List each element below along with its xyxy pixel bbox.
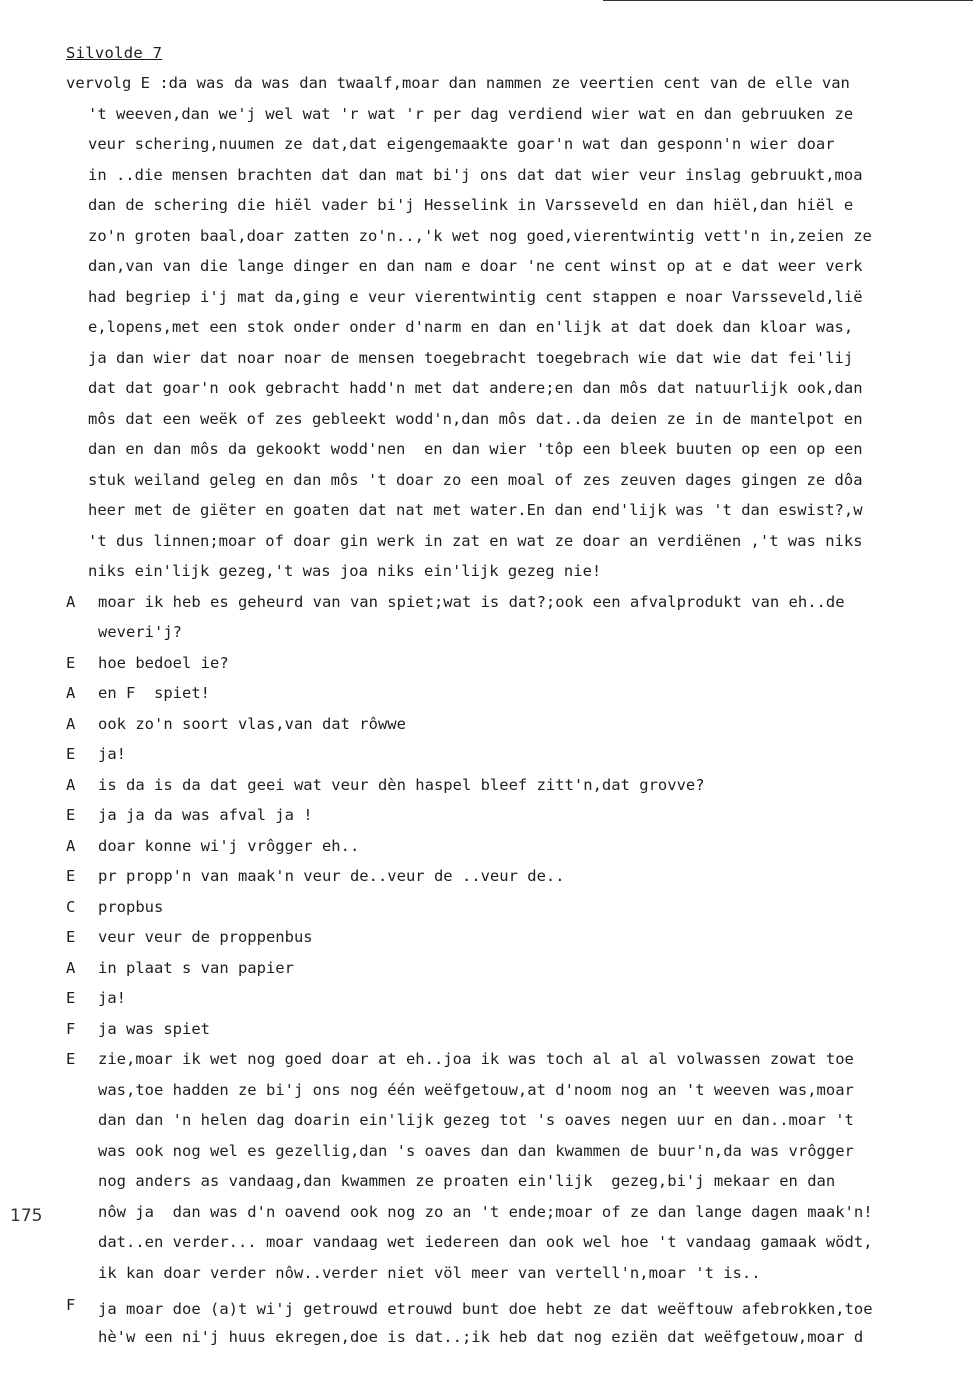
transcript-line: hoe bedoel ie? <box>98 654 229 672</box>
speaker-label: A <box>66 684 76 702</box>
transcript-line: vervolg E :da was da was dan twaalf,moar dan nammen ze veertien cent van de elle van <box>66 74 850 92</box>
transcript-line: dat..en verder... moar vandaag wet iedereen dan ook wel hoe 't vandaag gamaak wödt, <box>98 1233 873 1251</box>
transcript-line: 't dus linnen;moar of doar gin werk in zat en wat ze doar an verdiënen ,'t was niks <box>88 532 863 550</box>
transcript-line: doar konne wi'j vrôgger eh.. <box>98 837 360 855</box>
transcript-line: is da is da dat geei wat veur dèn haspel bleef zitt'n,dat grovve? <box>98 776 705 794</box>
transcript-line: ja was spiet <box>98 1020 210 1038</box>
transcript-line: moar ik heb es geheurd van van spiet;wat is dat?;ook een afvalprodukt van eh..de <box>98 593 845 611</box>
speaker-label: A <box>66 776 76 794</box>
transcript-line: heer met de giëter en goaten dat nat met water.En dan end'lijk was 't dan eswist?,w <box>88 501 863 519</box>
transcript-line: hè'w een ni'j huus ekregen,doe is dat..;ik heb dat nog eziën dat weëfgetouw,moar d <box>98 1328 864 1346</box>
transcript-line: ik kan doar verder nôw..verder niet völ meer van vertell'n,moar 't is.. <box>98 1264 761 1282</box>
top-rule <box>603 0 973 1</box>
speaker-label: E <box>66 989 76 1007</box>
speaker-label: A <box>66 593 76 611</box>
speaker-label: E <box>66 1050 76 1068</box>
transcript-line: en F spiet! <box>98 684 210 702</box>
speaker-label: C <box>66 898 76 916</box>
speaker-label: E <box>66 745 76 763</box>
transcript-line: ja! <box>98 989 126 1007</box>
transcript-line: ook zo'n soort vlas,van dat rôwwe <box>98 715 406 733</box>
speaker-label: E <box>66 867 76 885</box>
transcript-line: dan de schering die hiël vader bi'j Hesselink in Varsseveld en dan hiël,dan hiël e <box>88 196 854 214</box>
transcript-line: was ook nog wel es gezellig,dan 's oaves dan dan kwammen de buur'n,da was vrôgger <box>98 1142 854 1160</box>
speaker-label: F <box>66 1020 76 1038</box>
transcript-line: nog anders as vandaag,dan kwammen ze proaten ein'lijk gezeg,bi'j mekaar en dan <box>98 1172 836 1190</box>
speaker-label: E <box>66 928 76 946</box>
transcript-line: ja dan wier dat noar noar de mensen toegebracht toegebrach wie dat wie dat fei'lij <box>88 349 854 367</box>
speaker-label: E <box>66 806 76 824</box>
transcript-line: ja! <box>98 745 126 763</box>
transcript-line: dan en dan môs da gekookt wodd'nen en dan wier 'tôp een bleek buuten op een op een <box>88 440 863 458</box>
transcript-line: dan dan 'n helen dag doarin ein'lijk gezeg tot 's oaves negen uur en dan..moar 't <box>98 1111 854 1129</box>
transcript-line: veur schering,nuumen ze dat,dat eigengemaakte goar'n wat dan gesponn'n wier doar <box>88 135 835 153</box>
transcript-line: veur veur de proppenbus <box>98 928 313 946</box>
transcript-line: in plaat s van papier <box>98 959 294 977</box>
transcript-line: e,lopens,met een stok onder onder d'narm en dan en'lijk at dat doek dan kloar was, <box>88 318 854 336</box>
speaker-label: A <box>66 837 76 855</box>
transcript-line: zie,moar ik wet nog goed doar at eh..joa ik was toch al al al volwassen zowat toe <box>98 1050 854 1068</box>
transcript-line: had begriep i'j mat da,ging e veur vierentwintig cent stappen e noar Varsseveld,lië <box>88 288 863 306</box>
transcript-line: 't weeven,dan we'j wel wat 'r wat 'r per dag verdiend wier wat en dan gebruuken ze <box>88 105 854 123</box>
transcript-line: ja moar doe (a)t wi'j getrouwd etrouwd bunt doe hebt ze dat weëftouw afebrokken,toe <box>98 1300 873 1318</box>
transcript-line: môs dat een weëk of zes gebleekt wodd'n,dan môs dat..da deien ze in de mantelpot en <box>88 410 863 428</box>
transcript-line: stuk weiland geleg en dan môs 't doar zo een moal of zes zeuven dages gingen ze dôa <box>88 471 863 489</box>
page-title: Silvolde 7 <box>66 44 163 62</box>
transcript-line: zo'n groten baal,doar zatten zo'n..,'k wet nog goed,vierentwintig vett'n in,zeien ze <box>88 227 872 245</box>
transcript-line: nôw ja dan was d'n oavend ook nog zo an 't ende;moar of ze dan lange dagen maak'n! <box>98 1203 873 1221</box>
transcript-line: ja ja da was afval ja ! <box>98 806 313 824</box>
transcript-line: dan,van van die lange dinger en dan nam e doar 'ne cent winst op at e dat weer verk <box>88 257 863 275</box>
transcript-line: propbus <box>98 898 164 916</box>
speaker-label: A <box>66 959 76 977</box>
transcript-line: in ..die mensen brachten dat dan mat bi'j ons dat dat wier veur inslag gebruukt,moa <box>88 166 863 184</box>
transcript-line: niks ein'lijk gezeg,'t was joa niks ein'lijk gezeg nie! <box>88 562 602 580</box>
transcript-line: pr propp'n van maak'n veur de..veur de ..veur de.. <box>98 867 565 885</box>
transcript-line: dat dat goar'n ook gebracht hadd'n met dat andere;en dan môs dat natuurlijk ook,dan <box>88 379 863 397</box>
transcript-line: weveri'j? <box>98 623 182 641</box>
transcript-line: was,toe hadden ze bi'j ons nog één weëfgetouw,at d'noom nog an 't weeven was,moar <box>98 1081 854 1099</box>
speaker-label: F <box>66 1296 76 1314</box>
speaker-label: E <box>66 654 76 672</box>
speaker-label: A <box>66 715 76 733</box>
margin-page-number: 175 <box>10 1206 43 1226</box>
